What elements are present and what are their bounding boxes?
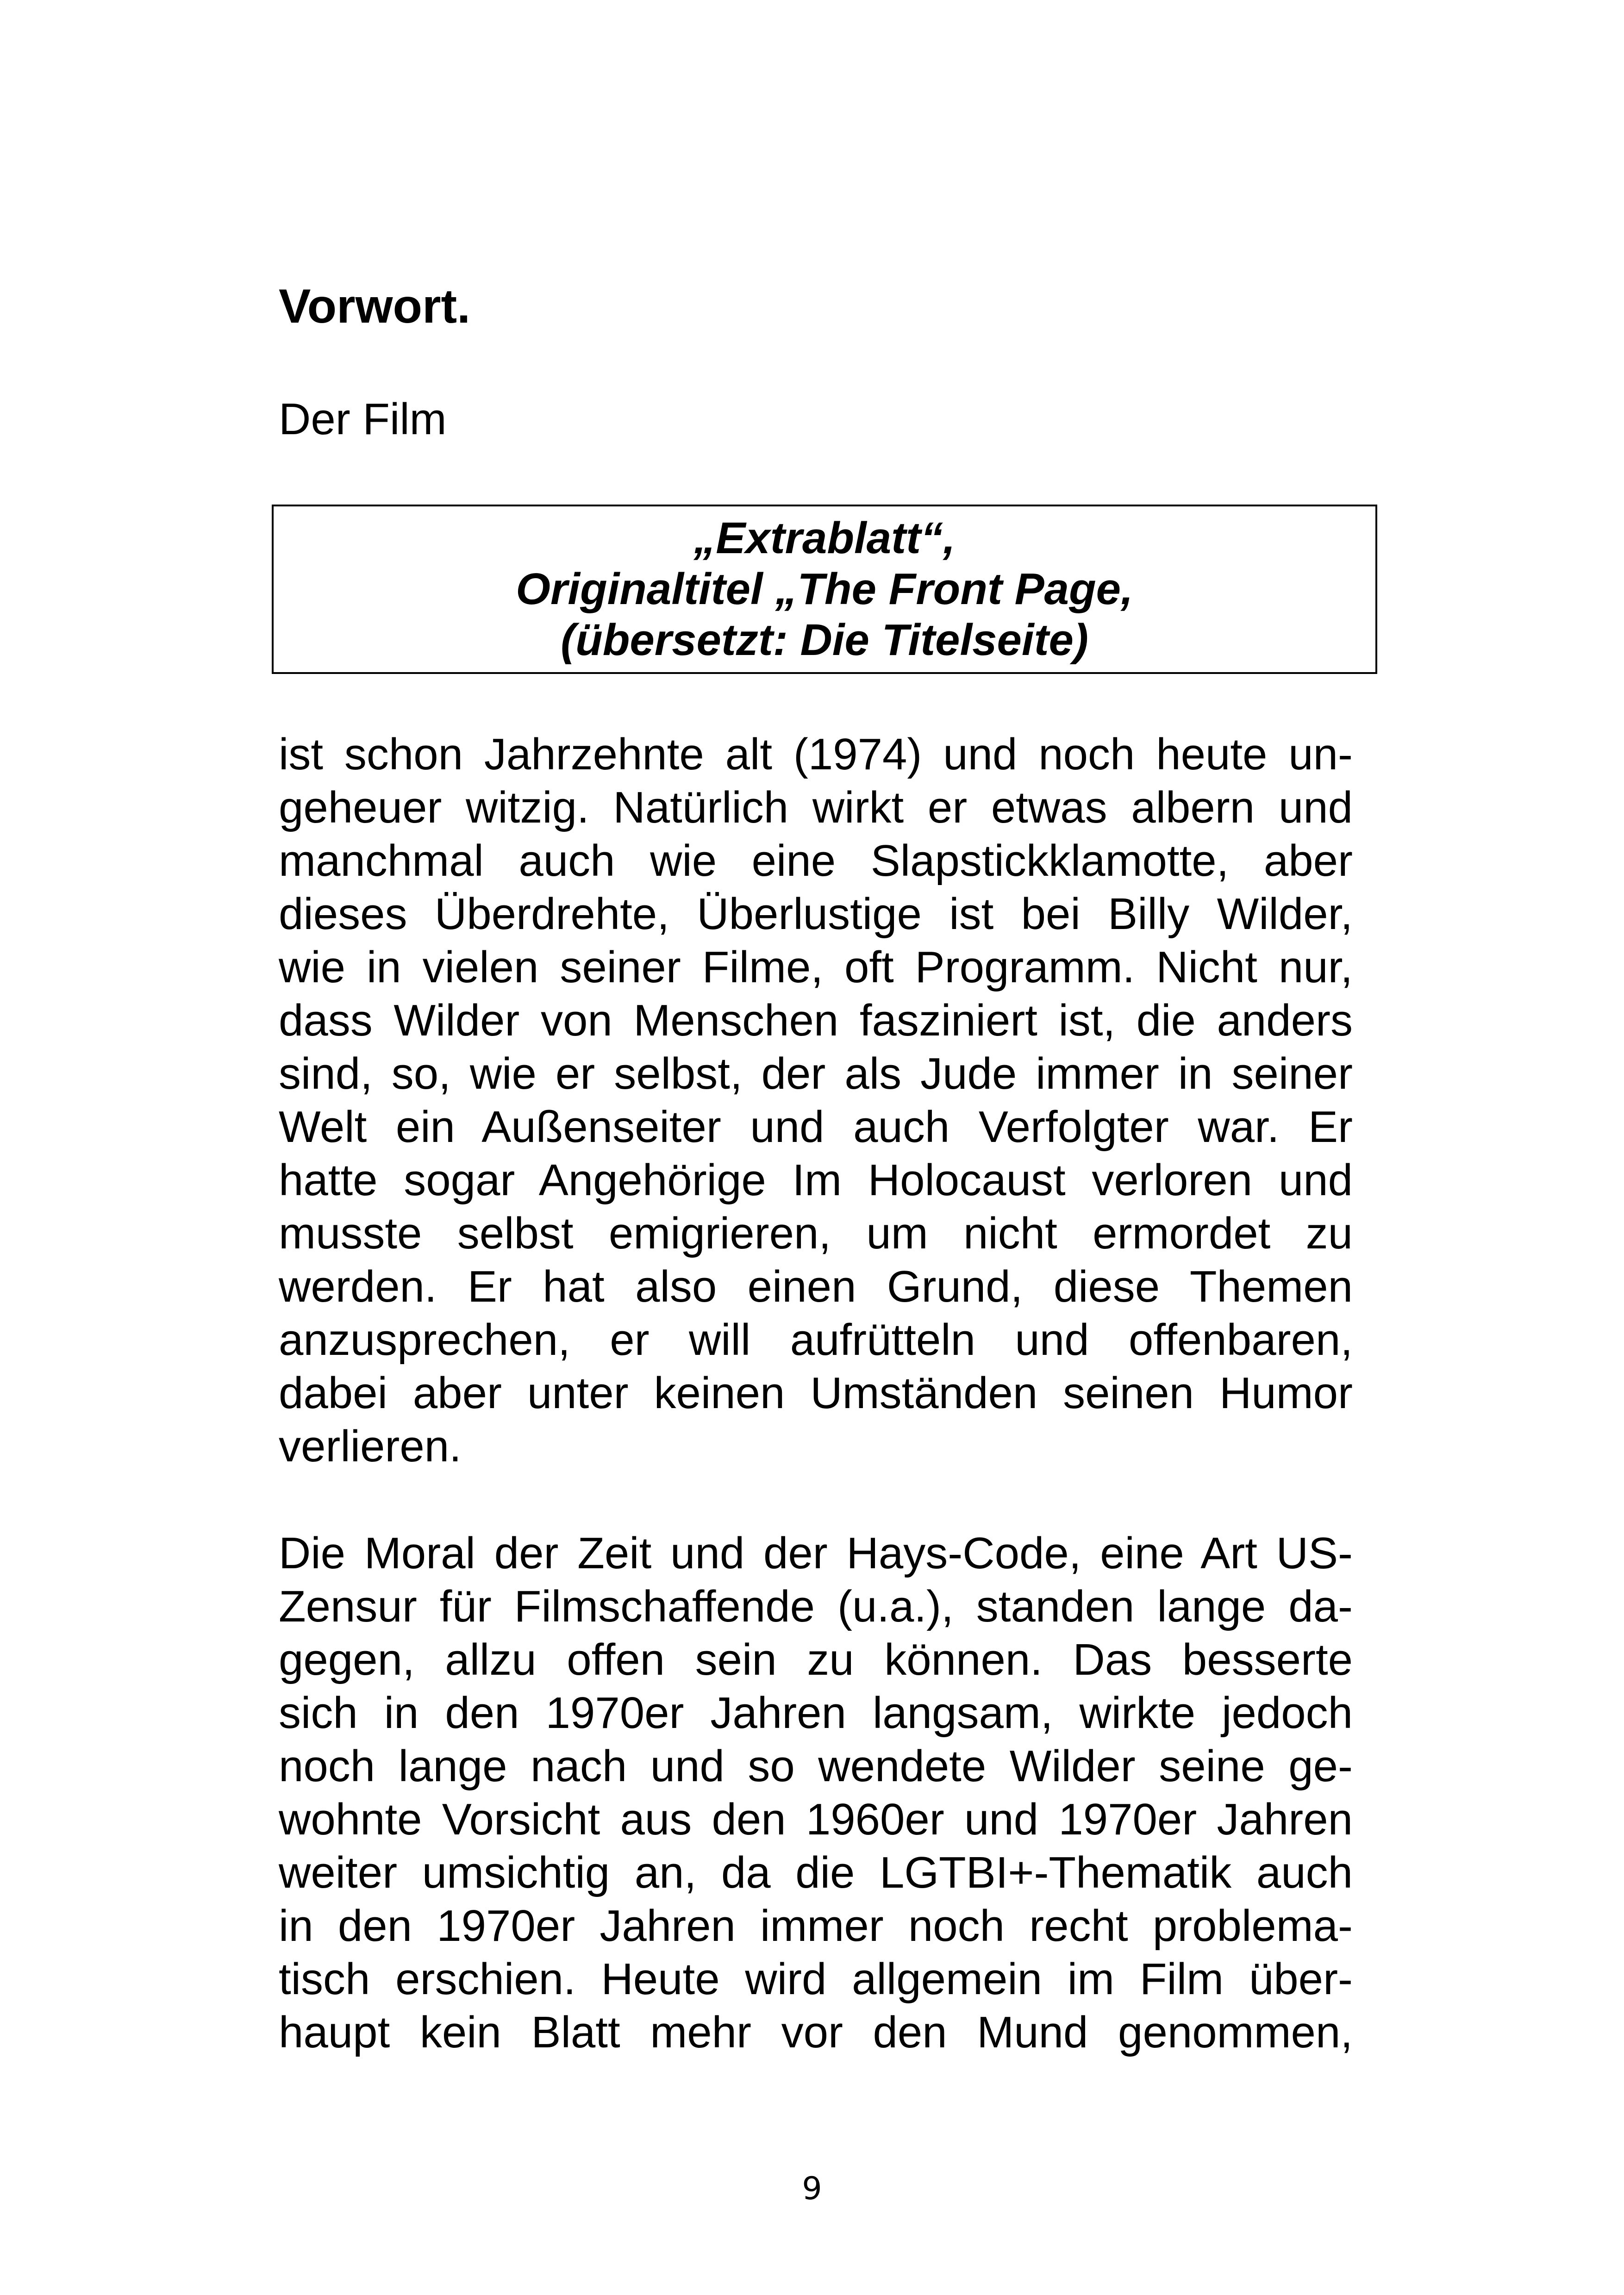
paragraph-2 (279, 1527, 1353, 2059)
text-line: geheuer witzig. Natürlich wirkt er etwas albern und (279, 783, 1353, 832)
text-line: musste selbst emigrieren, um nicht ermordet zu (279, 1209, 1353, 1258)
text-line: wohnte Vorsicht aus den 1960er und 1970er Jahren (279, 1795, 1353, 1844)
text-line: sich in den 1970er Jahren langsam, wirkte jedoch (279, 1688, 1353, 1738)
text-line: weiter umsichtig an, da die LGTBI+-Thematik auch (279, 1848, 1353, 1897)
text-line: in den 1970er Jahren immer noch recht problema- (279, 1901, 1353, 1951)
title-line: Originaltitel „The Front Page, (516, 564, 1133, 614)
film-title-box (272, 505, 1377, 674)
text-line: sind, so, wie er selbst, der als Jude immer in seiner (279, 1049, 1353, 1098)
text-line: haupt kein Blatt mehr vor den Mund genommen, (279, 2008, 1353, 2057)
text-line: hatte sogar Angehörige Im Holocaust verloren und (279, 1155, 1353, 1205)
text-line: Die Moral der Zeit und der Hays-Code, eine Art US- (279, 1528, 1353, 1578)
text-line: tisch erschien. Heute wird allgemein im Film über- (279, 1954, 1353, 2004)
text-line: wie in vielen seiner Filme, oft Programm. Nicht nur, (279, 942, 1353, 992)
text-line: Welt ein Außenseiter und auch Verfolgter war. Er (279, 1102, 1353, 1152)
page-heading: Vorwort. (279, 280, 471, 333)
page-number: 9 (802, 2170, 822, 2207)
text-line: Zensur für Filmschaffende (u.a.), standen lange da- (279, 1582, 1353, 1631)
text-line: dieses Überdrehte, Überlustige ist bei Billy Wilder, (279, 889, 1353, 939)
title-line: (übersetzt: Die Titelseite) (561, 615, 1088, 665)
title-line: „Extrablatt“, (693, 513, 956, 563)
text-line: noch lange nach und so wendete Wilder seine ge- (279, 1741, 1353, 1791)
text-line: dabei aber unter keinen Umständen seinen Humor (279, 1368, 1353, 1418)
section-subheading: Der Film (279, 394, 447, 444)
paragraph-1 (279, 728, 1353, 1473)
text-line: werden. Er hat also einen Grund, diese Themen (279, 1262, 1353, 1311)
text-line: manchmal auch wie eine Slapstickklamotte, aber (279, 836, 1353, 886)
text-line: gegen, allzu offen sein zu können. Das besserte (279, 1635, 1353, 1684)
text-line: ist schon Jahrzehnte alt (1974) und noch heute un- (279, 730, 1353, 779)
text-line: verlieren. (279, 1422, 462, 1471)
text-line: dass Wilder von Menschen fasziniert ist, die anders (279, 996, 1353, 1045)
text-line: anzusprechen, er will aufrütteln und offenbaren, (279, 1315, 1353, 1365)
